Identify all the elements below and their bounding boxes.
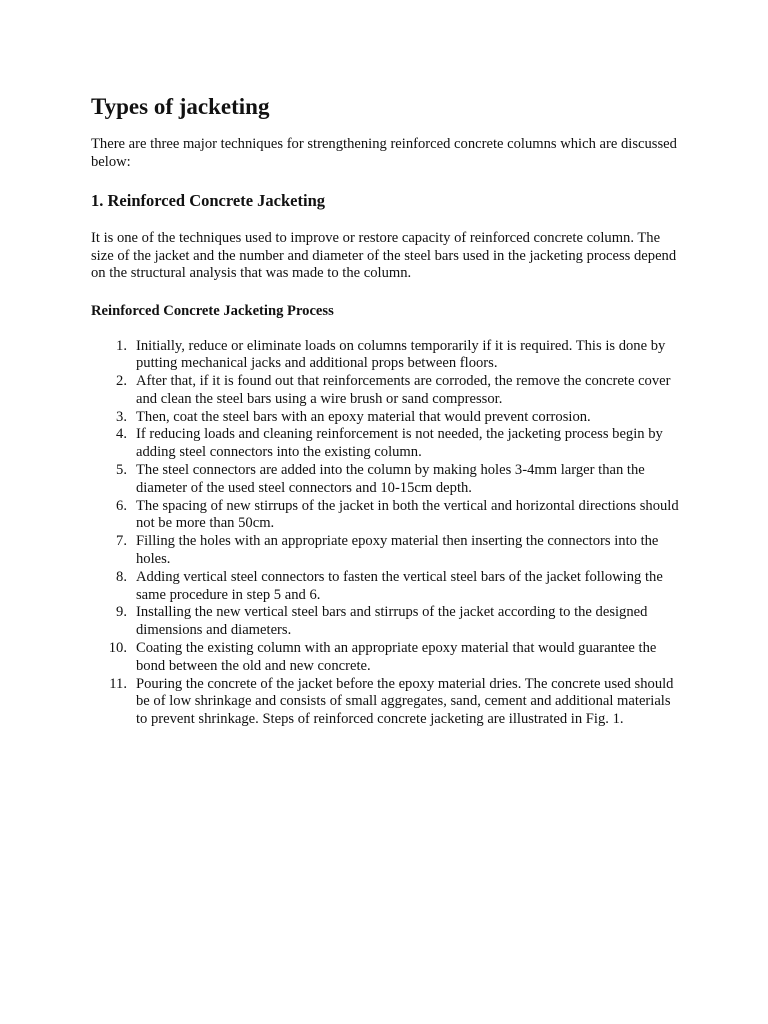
list-item [91, 498, 681, 534]
step-number: 1. [116, 337, 127, 354]
step-number: 3. [116, 408, 127, 425]
step-number: 8. [116, 568, 127, 585]
step-text: Initially, reduce or eliminate loads on columns temporarily if it is required. This is done by putting mechanical jacks and additional props between floors. [136, 337, 666, 372]
step-text: Filling the holes with an appropriate epoxy material then inserting the connectors into the holes. [136, 533, 659, 568]
step-text: If reducing loads and cleaning reinforcement is not needed, the jacketing process begin by adding steel connectors into the existing column. [136, 426, 663, 461]
step-text: The spacing of new stirrups of the jacket in both the vertical and horizontal directions should not be more than 50cm. [136, 497, 679, 532]
intro-paragraph: There are three major techniques for strengthening reinforced concrete columns which are discussed below: [91, 136, 677, 170]
list-item [91, 409, 681, 427]
list-item [91, 676, 681, 729]
list-item [91, 604, 681, 640]
step-text: Adding vertical steel connectors to fasten the vertical steel bars of the jacket following the same procedure in step 5 and 6. [136, 568, 663, 603]
list-item [91, 426, 681, 462]
list-item [91, 533, 681, 569]
step-number: 2. [116, 373, 127, 390]
step-number: 10. [108, 640, 127, 657]
step-text: Installing the new vertical steel bars and stirrups of the jacket according to the designed dimensions and diameters. [136, 604, 648, 639]
step-number: 6. [116, 497, 127, 514]
list-item [91, 569, 681, 605]
step-number: 4. [116, 426, 127, 443]
list-item [91, 462, 681, 498]
section-heading: 1. Reinforced Concrete Jacketing [91, 191, 326, 210]
step-number: 7. [116, 533, 127, 550]
step-text: After that, if it is found out that reinforcements are corroded, the remove the concrete cover and clean the steel bars using a wire brush or sand compressor. [136, 373, 671, 407]
section-paragraph: It is one of the techniques used to improve or restore capacity of reinforced concrete column. The size of the jacket and the number and diameter of the steel bars used in the jacketing process depend on the structural analysis that was made to the column. [91, 230, 677, 281]
document-title: Types of jacketing [91, 94, 270, 119]
document-page [91, 92, 681, 729]
step-number: 11. [109, 675, 127, 692]
step-text: Then, coat the steel bars with an epoxy material that would prevent corrosion. [136, 408, 591, 425]
process-subheading: Reinforced Concrete Jacketing Process [91, 302, 334, 319]
step-text: Pouring the concrete of the jacket before the epoxy material dries. The concrete used should be of low shrinkage and consists of small aggregates, sand, cement and additional materials to prevent shrinkage. Steps of reinforced concrete jacketing are illustrated in Fig. 1. [136, 675, 674, 728]
process-steps-list [91, 338, 681, 730]
list-item [91, 640, 681, 676]
step-text: Coating the existing column with an appropriate epoxy material that would guarantee the bond between the old and new concrete. [136, 640, 657, 674]
list-item [91, 338, 681, 374]
step-number: 5. [116, 462, 127, 479]
step-number: 9. [116, 604, 127, 621]
list-item [91, 373, 681, 409]
step-text: The steel connectors are added into the column by making holes 3-4mm larger than the diameter of the used steel connectors and 10-15cm depth. [136, 462, 645, 496]
